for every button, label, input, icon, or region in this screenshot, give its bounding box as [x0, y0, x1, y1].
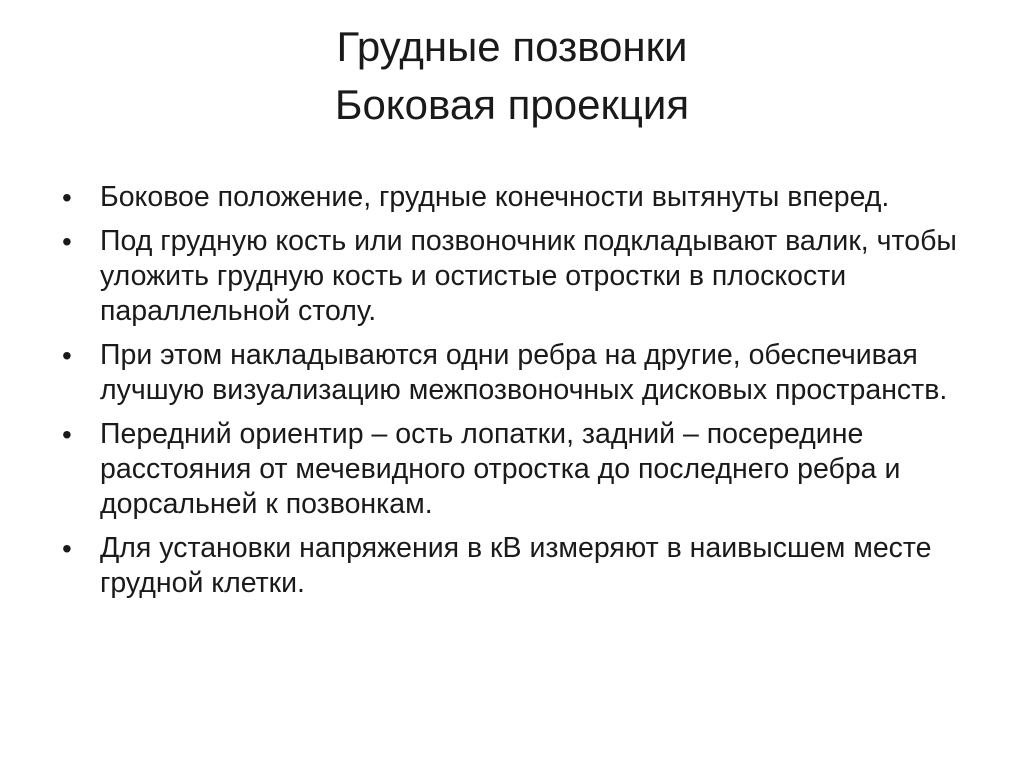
bullet-dot-icon: • [62, 533, 72, 564]
bullet-dot-icon: • [62, 340, 72, 371]
bullet-item [60, 224, 980, 329]
title-line-1: Грудные позвонки [336, 23, 688, 70]
bullet-item [60, 180, 980, 215]
bullet-text: Под грудную кость или позвоночник подкладывают валик, чтобы уложить грудную кость и остистые отростки в плоскости параллельной столу. [100, 225, 957, 327]
bullet-list [60, 180, 980, 610]
slide-title [0, 18, 1024, 134]
bullet-item [60, 417, 980, 522]
bullet-dot-icon: • [62, 226, 72, 257]
bullet-dot-icon: • [62, 419, 72, 450]
bullet-dot-icon: • [62, 182, 72, 213]
bullet-text: Для установки напряжения в кВ измеряют в наивысшем месте грудной клетки. [100, 532, 932, 599]
bullet-text: Боковое положение, грудные конечности вытянуты вперед. [100, 181, 890, 213]
title-line-2: Боковая проекция [334, 81, 690, 128]
bullet-text: Передний ориентир – ость лопатки, задний – посередине расстояния от мечевидного отростка до последнего ребра и дорсальней к позвонкам. [100, 418, 901, 520]
bullet-item [60, 531, 980, 601]
bullet-item [60, 338, 980, 408]
bullet-text: При этом накладываются одни ребра на другие, обеспечивая лучшую визуализацию межпозвоночных дисковых пространств. [100, 339, 948, 406]
